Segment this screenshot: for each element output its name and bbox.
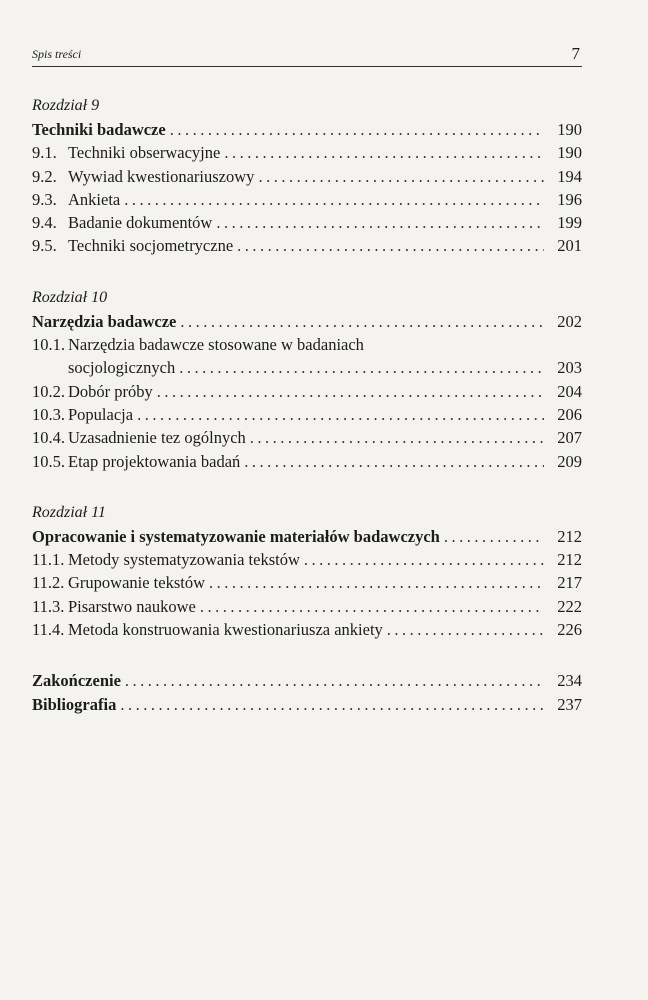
section-number: 10.5. bbox=[32, 451, 65, 471]
section-title: Grupowanie tekstów bbox=[68, 573, 206, 593]
chapter-label: Rozdział 10 bbox=[32, 288, 108, 306]
toc-entry bbox=[32, 548, 582, 571]
toc-entry bbox=[32, 380, 582, 403]
running-header bbox=[32, 40, 582, 67]
page-ref: 206 bbox=[557, 404, 582, 424]
section-number: 9.1. bbox=[32, 143, 57, 163]
leader-dots bbox=[200, 595, 544, 618]
header-page-number: 7 bbox=[571, 44, 580, 63]
page-ref: 217 bbox=[557, 573, 582, 593]
leader-dots bbox=[250, 426, 544, 449]
section-title: Metody systematyzowania tekstów bbox=[68, 550, 300, 570]
closing-title: Zakończenie bbox=[32, 671, 121, 691]
page-ref: 201 bbox=[557, 236, 582, 256]
toc-entry-line2 bbox=[32, 356, 582, 379]
chapter-10 bbox=[32, 286, 582, 473]
page-ref: 203 bbox=[557, 358, 582, 378]
page-ref: 222 bbox=[557, 596, 582, 616]
toc-entry bbox=[32, 450, 582, 473]
leader-dots bbox=[124, 188, 544, 211]
toc-entry bbox=[32, 571, 582, 594]
leader-dots bbox=[224, 141, 544, 164]
section-number: 10.1. bbox=[32, 335, 65, 355]
section-title: Metoda konstruowania kwestionariusza ankiety bbox=[68, 620, 383, 640]
section-number: 9.3. bbox=[32, 189, 57, 209]
toc-entry bbox=[32, 165, 582, 188]
section-title: Badanie dokumentów bbox=[68, 213, 213, 233]
chapter-9 bbox=[32, 94, 582, 258]
leader-dots bbox=[180, 310, 544, 333]
leader-dots bbox=[179, 356, 544, 379]
toc-entry bbox=[32, 618, 582, 641]
leader-dots bbox=[387, 618, 544, 641]
section-number: 9.5. bbox=[32, 236, 57, 256]
leader-dots bbox=[237, 234, 544, 257]
page-ref: 226 bbox=[557, 620, 582, 640]
chapter-title: Narzędzia badawcze bbox=[32, 311, 177, 331]
leader-dots bbox=[244, 450, 544, 473]
page-ref: 202 bbox=[557, 311, 582, 331]
page-ref: 196 bbox=[557, 189, 582, 209]
chapter-11 bbox=[32, 501, 582, 641]
section-title: Pisarstwo naukowe bbox=[68, 596, 196, 616]
section-title-line1: Narzędzia badawcze stosowane w badaniach bbox=[68, 335, 364, 355]
closing-entries bbox=[32, 669, 582, 716]
section-title: Wywiad kwestionariuszowy bbox=[68, 166, 255, 186]
leader-dots bbox=[216, 211, 544, 234]
chapter-label: Rozdział 11 bbox=[32, 503, 106, 521]
chapter-title-entry bbox=[32, 310, 582, 333]
page-ref: 194 bbox=[557, 166, 582, 186]
section-number: 9.4. bbox=[32, 213, 57, 233]
section-number: 10.4. bbox=[32, 428, 65, 448]
table-of-contents bbox=[32, 94, 582, 716]
section-title: Ankieta bbox=[68, 189, 121, 209]
toc-entry bbox=[32, 234, 582, 257]
section-title: Dobór próby bbox=[68, 381, 153, 401]
section-number: 10.2. bbox=[32, 381, 65, 401]
page-ref: 207 bbox=[557, 428, 582, 448]
header-title: Spis treści bbox=[32, 47, 82, 61]
page-ref: 212 bbox=[557, 550, 582, 570]
page-ref: 204 bbox=[557, 381, 582, 401]
page-ref: 209 bbox=[557, 451, 582, 471]
section-number: 10.3. bbox=[32, 404, 65, 424]
chapter-title: Techniki badawcze bbox=[32, 120, 166, 139]
page-ref: 199 bbox=[557, 213, 582, 233]
section-title: socjologicznych bbox=[68, 358, 176, 378]
leader-dots bbox=[157, 380, 544, 403]
section-number: 9.2. bbox=[32, 166, 57, 186]
toc-entry bbox=[32, 426, 582, 449]
section-number: 11.1. bbox=[32, 550, 65, 570]
section-title: Uzasadnienie tez ogólnych bbox=[68, 428, 246, 448]
page-ref: 237 bbox=[557, 694, 582, 714]
page-ref: 190 bbox=[557, 120, 582, 139]
leader-dots bbox=[170, 118, 544, 141]
toc-entry-bibliography bbox=[32, 693, 582, 716]
leader-dots bbox=[444, 525, 544, 548]
leader-dots bbox=[304, 548, 544, 571]
section-title: Populacja bbox=[68, 404, 134, 424]
page-ref: 190 bbox=[557, 143, 582, 163]
section-number: 11.2. bbox=[32, 573, 65, 593]
toc-entry bbox=[32, 188, 582, 211]
toc-entry-line1 bbox=[32, 333, 582, 356]
leader-dots bbox=[125, 669, 544, 692]
chapter-title-entry bbox=[32, 525, 582, 548]
closing-title: Bibliografia bbox=[32, 694, 117, 714]
toc-entry bbox=[32, 141, 582, 164]
page-ref: 212 bbox=[557, 526, 582, 546]
section-number: 11.4. bbox=[32, 620, 65, 640]
section-title: Techniki obserwacyjne bbox=[68, 143, 221, 163]
chapter-title: Opracowanie i systematyzowanie materiałów badawczych bbox=[32, 526, 440, 546]
leader-dots bbox=[209, 571, 544, 594]
section-title: Etap projektowania badań bbox=[68, 451, 241, 471]
leader-dots bbox=[258, 165, 544, 188]
section-number: 11.3. bbox=[32, 596, 65, 616]
leader-dots bbox=[120, 693, 544, 716]
toc-entry bbox=[32, 403, 582, 426]
chapter-title-entry bbox=[32, 118, 582, 141]
leader-dots bbox=[137, 403, 544, 426]
toc-entry-conclusion bbox=[32, 669, 582, 692]
page-ref: 234 bbox=[557, 671, 582, 691]
section-title: Techniki socjometryczne bbox=[68, 236, 234, 256]
chapter-label: Rozdział 9 bbox=[32, 97, 100, 114]
toc-entry bbox=[32, 211, 582, 234]
toc-entry bbox=[32, 595, 582, 618]
